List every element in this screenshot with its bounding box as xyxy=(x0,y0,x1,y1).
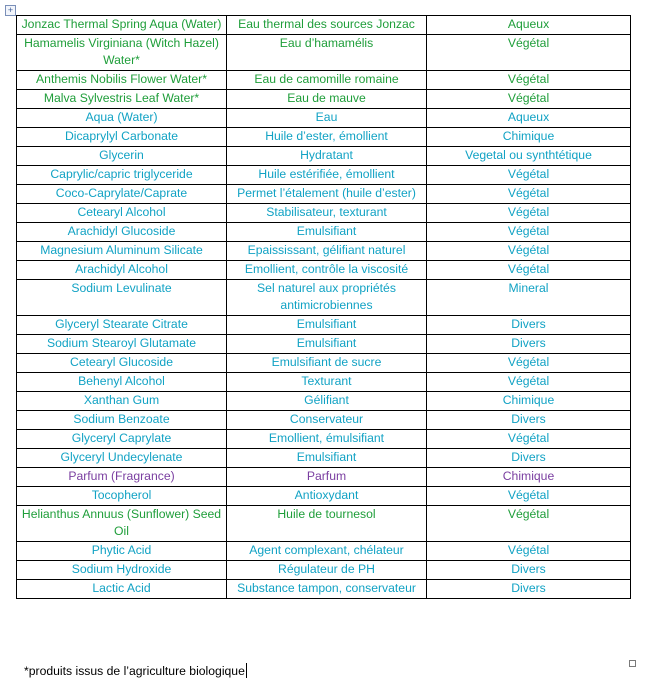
origin-cell[interactable]: Végétal xyxy=(427,373,631,392)
description-cell[interactable]: Epaississant, gélifiant naturel xyxy=(227,242,427,261)
table-row xyxy=(17,128,631,147)
ingredient-cell[interactable]: Helianthus Annuus (Sunflower) Seed Oil xyxy=(17,506,227,542)
description-cell[interactable]: Stabilisateur, texturant xyxy=(227,204,427,223)
ingredient-cell[interactable]: Arachidyl Glucoside xyxy=(17,223,227,242)
description-cell[interactable]: Emulsifiant xyxy=(227,449,427,468)
table-row xyxy=(17,335,631,354)
description-cell[interactable]: Emulsifiant xyxy=(227,335,427,354)
ingredients-table xyxy=(16,15,631,599)
table-row xyxy=(17,392,631,411)
ingredient-cell[interactable]: Behenyl Alcohol xyxy=(17,373,227,392)
origin-cell[interactable]: Végétal xyxy=(427,542,631,561)
ingredient-cell[interactable]: Glyceryl Caprylate xyxy=(17,430,227,449)
ingredients-table-body xyxy=(17,16,631,599)
ingredient-cell[interactable]: Glyceryl Undecylenate xyxy=(17,449,227,468)
description-cell[interactable]: Antioxydant xyxy=(227,487,427,506)
table-row xyxy=(17,35,631,71)
footnote-text: *produits issus de l’agriculture biologique xyxy=(24,664,245,678)
table-row xyxy=(17,430,631,449)
description-cell[interactable]: Hydratant xyxy=(227,147,427,166)
ingredient-cell[interactable]: Caprylic/capric triglyceride xyxy=(17,166,227,185)
ingredient-cell[interactable]: Glycerin xyxy=(17,147,227,166)
description-cell[interactable]: Emulsifiant xyxy=(227,223,427,242)
ingredient-cell[interactable]: Coco-Caprylate/Caprate xyxy=(17,185,227,204)
description-cell[interactable]: Parfum xyxy=(227,468,427,487)
table-resize-handle[interactable] xyxy=(629,660,636,667)
description-cell[interactable]: Eau de camomille romaine xyxy=(227,71,427,90)
origin-cell[interactable]: Divers xyxy=(427,316,631,335)
table-row xyxy=(17,373,631,392)
description-cell[interactable]: Régulateur de PH xyxy=(227,561,427,580)
ingredient-cell[interactable]: Lactic Acid xyxy=(17,580,227,599)
origin-cell[interactable]: Végétal xyxy=(427,261,631,280)
table-row xyxy=(17,542,631,561)
table-row xyxy=(17,242,631,261)
ingredient-cell[interactable]: Phytic Acid xyxy=(17,542,227,561)
ingredient-cell[interactable]: Magnesium Aluminum Silicate xyxy=(17,242,227,261)
description-cell[interactable]: Agent complexant, chélateur xyxy=(227,542,427,561)
table-row xyxy=(17,16,631,35)
ingredient-cell[interactable]: Cetearyl Glucoside xyxy=(17,354,227,373)
table-row xyxy=(17,90,631,109)
origin-cell[interactable]: Végétal xyxy=(427,204,631,223)
origin-cell[interactable]: Divers xyxy=(427,561,631,580)
table-row xyxy=(17,280,631,316)
description-cell[interactable]: Texturant xyxy=(227,373,427,392)
origin-cell[interactable]: Végétal xyxy=(427,242,631,261)
table-row xyxy=(17,580,631,599)
origin-cell[interactable]: Aqueux xyxy=(427,109,631,128)
table-move-handle-icon[interactable]: + xyxy=(5,5,16,16)
origin-cell[interactable]: Divers xyxy=(427,580,631,599)
table-row xyxy=(17,468,631,487)
table-row xyxy=(17,506,631,542)
origin-cell[interactable]: Chimique xyxy=(427,468,631,487)
table-row xyxy=(17,166,631,185)
ingredient-cell[interactable]: Sodium Levulinate xyxy=(17,280,227,316)
table-row xyxy=(17,561,631,580)
table-row xyxy=(17,354,631,373)
origin-cell[interactable]: Chimique xyxy=(427,128,631,147)
origin-cell[interactable]: Divers xyxy=(427,411,631,430)
table-row xyxy=(17,147,631,166)
origin-cell[interactable]: Végétal xyxy=(427,71,631,90)
origin-cell[interactable]: Végétal xyxy=(427,354,631,373)
description-cell[interactable]: Conservateur xyxy=(227,411,427,430)
origin-cell[interactable]: Chimique xyxy=(427,392,631,411)
ingredient-cell[interactable]: Jonzac Thermal Spring Aqua (Water) xyxy=(17,16,227,35)
ingredient-cell[interactable]: Hamamelis Virginiana (Witch Hazel) Water* xyxy=(17,35,227,71)
ingredient-cell[interactable]: Parfum (Fragrance) xyxy=(17,468,227,487)
description-cell[interactable]: Huile de tournesol xyxy=(227,506,427,542)
description-cell[interactable]: Huile d’ester, émollient xyxy=(227,128,427,147)
origin-cell[interactable]: Végétal xyxy=(427,506,631,542)
ingredient-cell[interactable]: Sodium Benzoate xyxy=(17,411,227,430)
description-cell[interactable]: Permet l’étalement (huile d’ester) xyxy=(227,185,427,204)
description-cell[interactable]: Eau xyxy=(227,109,427,128)
ingredient-cell[interactable]: Sodium Stearoyl Glutamate xyxy=(17,335,227,354)
description-cell[interactable]: Huile estérifiée, émollient xyxy=(227,166,427,185)
table-row xyxy=(17,71,631,90)
table-row xyxy=(17,316,631,335)
ingredient-cell[interactable]: Tocopherol xyxy=(17,487,227,506)
description-cell[interactable]: Sel naturel aux propriétés antimicrobiennes xyxy=(227,280,427,316)
table-row xyxy=(17,261,631,280)
table-row xyxy=(17,411,631,430)
table-row xyxy=(17,109,631,128)
origin-cell[interactable]: Végétal xyxy=(427,90,631,109)
ingredient-cell[interactable]: Glyceryl Stearate Citrate xyxy=(17,316,227,335)
description-cell[interactable]: Eau d’hamamélis xyxy=(227,35,427,71)
origin-cell[interactable]: Vegetal ou synthtétique xyxy=(427,147,631,166)
ingredient-cell[interactable]: Malva Sylvestris Leaf Water* xyxy=(17,90,227,109)
description-cell[interactable]: Emollient, contrôle la viscosité xyxy=(227,261,427,280)
table-row xyxy=(17,223,631,242)
origin-cell[interactable]: Divers xyxy=(427,335,631,354)
text-cursor xyxy=(246,663,247,678)
table-row xyxy=(17,185,631,204)
description-cell[interactable]: Gélifiant xyxy=(227,392,427,411)
table-row xyxy=(17,449,631,468)
origin-cell[interactable]: Végétal xyxy=(427,430,631,449)
origin-cell[interactable]: Végétal xyxy=(427,166,631,185)
origin-cell[interactable]: Aqueux xyxy=(427,16,631,35)
table-row xyxy=(17,487,631,506)
footnote[interactable] xyxy=(24,663,247,678)
ingredient-cell[interactable]: Xanthan Gum xyxy=(17,392,227,411)
description-cell[interactable]: Eau de mauve xyxy=(227,90,427,109)
origin-cell[interactable]: Végétal xyxy=(427,35,631,71)
ingredient-cell[interactable]: Cetearyl Alcohol xyxy=(17,204,227,223)
ingredient-cell[interactable]: Sodium Hydroxide xyxy=(17,561,227,580)
origin-cell[interactable]: Divers xyxy=(427,449,631,468)
origin-cell[interactable]: Végétal xyxy=(427,185,631,204)
ingredient-cell[interactable]: Aqua (Water) xyxy=(17,109,227,128)
description-cell[interactable]: Emulsifiant xyxy=(227,316,427,335)
description-cell[interactable]: Eau thermal des sources Jonzac xyxy=(227,16,427,35)
description-cell[interactable]: Substance tampon, conservateur xyxy=(227,580,427,599)
ingredient-cell[interactable]: Anthemis Nobilis Flower Water* xyxy=(17,71,227,90)
origin-cell[interactable]: Mineral xyxy=(427,280,631,316)
table-row xyxy=(17,204,631,223)
description-cell[interactable]: Emollient, émulsifiant xyxy=(227,430,427,449)
origin-cell[interactable]: Végétal xyxy=(427,223,631,242)
description-cell[interactable]: Emulsifiant de sucre xyxy=(227,354,427,373)
ingredient-cell[interactable]: Arachidyl Alcohol xyxy=(17,261,227,280)
origin-cell[interactable]: Végétal xyxy=(427,487,631,506)
ingredient-cell[interactable]: Dicaprylyl Carbonate xyxy=(17,128,227,147)
